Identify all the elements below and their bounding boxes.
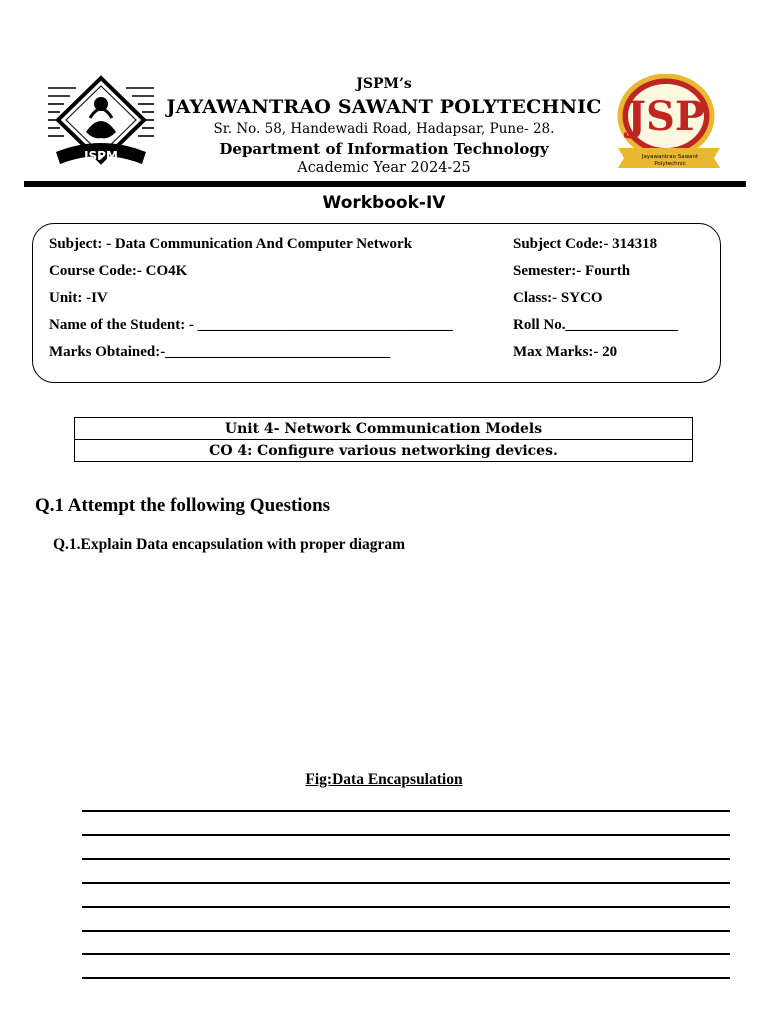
svg-text:Jayawantrao Sawant: Jayawantrao Sawant	[641, 154, 699, 160]
figure-caption-text: Fig:Data Encapsulation	[305, 771, 463, 788]
student-name-field[interactable]: Name of the Student: - __________________________________	[49, 317, 453, 333]
answer-line[interactable]	[82, 953, 730, 955]
class-label: Class:- SYCO	[513, 290, 603, 306]
answer-line[interactable]	[82, 930, 730, 932]
subject-label: Subject: - Data Communication And Computer Network	[49, 236, 413, 252]
answer-line[interactable]	[82, 906, 730, 908]
jsp-logo-text: JSP	[627, 93, 705, 140]
jspm-logo-text: JSPM	[84, 149, 118, 163]
max-marks-label: Max Marks:- 20	[513, 344, 618, 360]
header-divider	[24, 181, 746, 187]
figure-caption	[0, 771, 768, 789]
org-short-name: JSPM’s	[356, 76, 412, 92]
unit-table	[74, 417, 693, 462]
institute-address: Sr. No. 58, Handewadi Road, Hadapsar, Pune- 28.	[213, 121, 555, 137]
answer-line[interactable]	[82, 882, 730, 884]
roll-no-field[interactable]: Roll No._______________	[513, 317, 678, 333]
semester-label: Semester:- Fourth	[513, 263, 631, 279]
course-code-label: Course Code:- CO4K	[49, 263, 188, 279]
answer-line[interactable]	[82, 834, 730, 836]
course-outcome-row: CO 4: Configure various networking devices.	[209, 443, 558, 459]
unit-title-row: Unit 4- Network Communication Models	[75, 418, 692, 440]
answer-line[interactable]	[82, 858, 730, 860]
workbook-title: Workbook-IV	[322, 193, 446, 213]
unit-label: Unit: -IV	[49, 290, 108, 306]
svg-text:Polytechnic: Polytechnic	[654, 161, 686, 167]
subject-code-label: Subject Code:- 314318	[513, 236, 658, 252]
academic-year: Academic Year 2024-25	[297, 160, 471, 176]
answer-line[interactable]	[82, 977, 730, 979]
question-1: Q.1.Explain Data encapsulation with proper diagram	[53, 536, 406, 553]
marks-obtained-field[interactable]: Marks Obtained:-______________________________	[49, 344, 391, 360]
department-name: Department of Information Technology	[219, 140, 549, 158]
answer-line[interactable]	[82, 810, 730, 812]
question-section-heading: Q.1 Attempt the following Questions	[35, 495, 331, 516]
institute-name: JAYAWANTRAO SAWANT POLYTECHNIC	[166, 96, 602, 118]
